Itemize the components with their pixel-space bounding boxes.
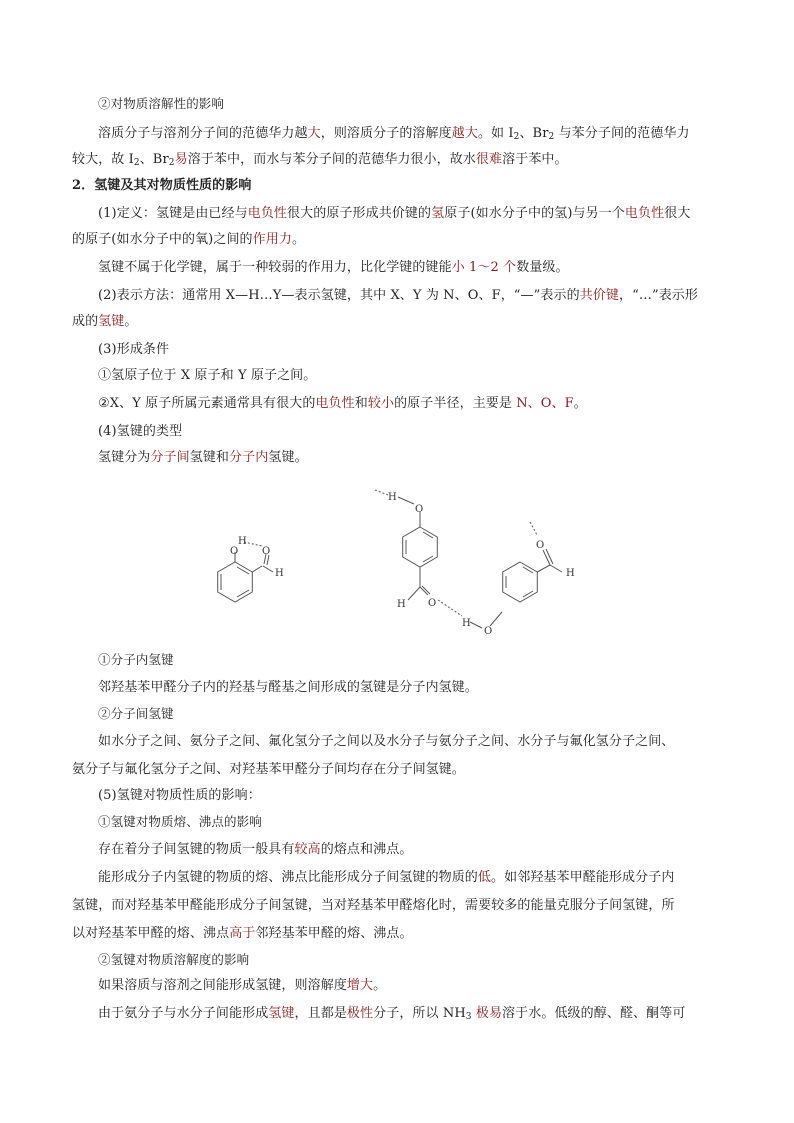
- subsection-solubility-title: ②对物质溶解性的影响: [98, 96, 225, 111]
- para2-h-label: H: [566, 568, 575, 579]
- ortho-h-label: H: [275, 568, 284, 579]
- para2-o-top-label: O: [536, 540, 545, 551]
- effects-title: (5)氢键对物质性质的影响：: [98, 788, 261, 803]
- para-benzene-ring-2: [503, 562, 538, 602]
- condition-1: ①氢原子位于 X 原子和 Y 原子之间。: [98, 368, 317, 383]
- melting-point-line-1: 存在着分子间氢键的物质一般具有较高的熔点和沸点。: [98, 842, 413, 857]
- representation-line-1: (2)表示方法：通常用 X—H…Y—表示氢键，其中 X、Y 为 N、O、F，“—”表示的共价键，“…”表示形: [98, 288, 699, 303]
- definition-line-3: 氢键不属于化学键，属于一种较弱的作用力，比化学键的键能小 1～2 个数量级。: [98, 260, 569, 275]
- bridge-h-label: H: [462, 618, 471, 629]
- melting-point-line-3: 氢键，而对羟基苯甲醛能形成分子间氢键，当对羟基苯甲醛熔化时，需要较多的能量克服分子间氢键，所: [72, 898, 675, 913]
- para1-o-top-label: O: [415, 504, 424, 515]
- inter-title: ②分子间氢键: [98, 706, 174, 721]
- para1-o-bottom-label: O: [428, 598, 437, 609]
- inter-text-1: 如水分子之间、氨分子之间、氟化氢分子之间以及水分子与氨分子之间、水分子与氟化氢分子之间、: [98, 734, 675, 749]
- hydrogen-bond-structures-figure: [200, 482, 600, 642]
- ortho-benzene-ring: [218, 562, 253, 602]
- definition-line-1: (1)定义：氢键是由已经与电负性很大的原子形成共价键的氢原子(如水分子中的氢)与另一个电负性很大: [98, 206, 691, 221]
- melting-point-line-2: 能形成分子内氢键的物质的熔、沸点比能形成分子间氢键的物质的低。如邻羟基苯甲醛能形成分子内: [98, 870, 675, 885]
- representation-line-2: 成的氢键。: [72, 314, 138, 329]
- inter-text-2: 氨分子与氟化氢分子之间、对羟基苯甲醛分子间均存在分子间氢键。: [72, 762, 466, 777]
- section-heading-hydrogen-bond: 2．氢键及其对物质性质的影响: [72, 178, 252, 193]
- bridge-o-label: O: [484, 626, 493, 637]
- ortho-o2-label: O: [262, 546, 271, 557]
- intra-title: ①分子内氢键: [98, 652, 174, 667]
- types-line: 氢键分为分子间氢键和分子内氢键。: [98, 450, 308, 465]
- melting-point-line-4: 以对羟基苯甲醛的熔、沸点高于邻羟基苯甲醛的熔、沸点。: [72, 926, 413, 941]
- ortho-o-label: O: [230, 546, 239, 557]
- definition-line-2: 的原子(如水分子中的氧)之间的作用力。: [72, 232, 306, 247]
- ortho-h-top-label: H: [238, 536, 247, 547]
- para-benzene-ring-1: [403, 527, 438, 567]
- conditions-title: (3)形成条件: [98, 342, 170, 357]
- types-title: (4)氢键的类型: [98, 424, 183, 439]
- solubility-effect-line-2: 由于氨分子与水分子间能形成氢键，且都是极性分子，所以 $NH_3$ 极易溶于水。低级的醇、醛、酮等可: [98, 1006, 686, 1022]
- para1-h-bottom-label: H: [397, 599, 406, 610]
- para1-h-top-label: H: [388, 492, 397, 503]
- intra-text: 邻羟基苯甲醛分子内的羟基与醛基之间形成的氢键是分子内氢键。: [98, 680, 478, 695]
- solubility-effect-line-1: 如果溶质与溶剂之间能形成氢键，则溶解度增大。: [98, 978, 387, 993]
- paragraph-solubility-line-1: 溶质分子与溶剂分子间的范德华力越大，则溶质分子的溶解度越大。如 $I_2$、$Br_2$ 与苯分子间的范德华力: [98, 126, 690, 142]
- solubility-effect-title: ②氢键对物质溶解度的影响: [98, 952, 250, 967]
- melting-point-title: ①氢键对物质熔、沸点的影响: [98, 814, 262, 829]
- condition-2: ②X、Y 原子所属元素通常具有很大的电负性和较小的原子半径，主要是 N、O、F。: [98, 396, 587, 411]
- paragraph-solubility-line-2: 较大，故 $I_2$、$Br_2$易溶于苯中，而水与苯分子间的范德华力很小，故水很难溶于苯中。: [72, 152, 568, 168]
